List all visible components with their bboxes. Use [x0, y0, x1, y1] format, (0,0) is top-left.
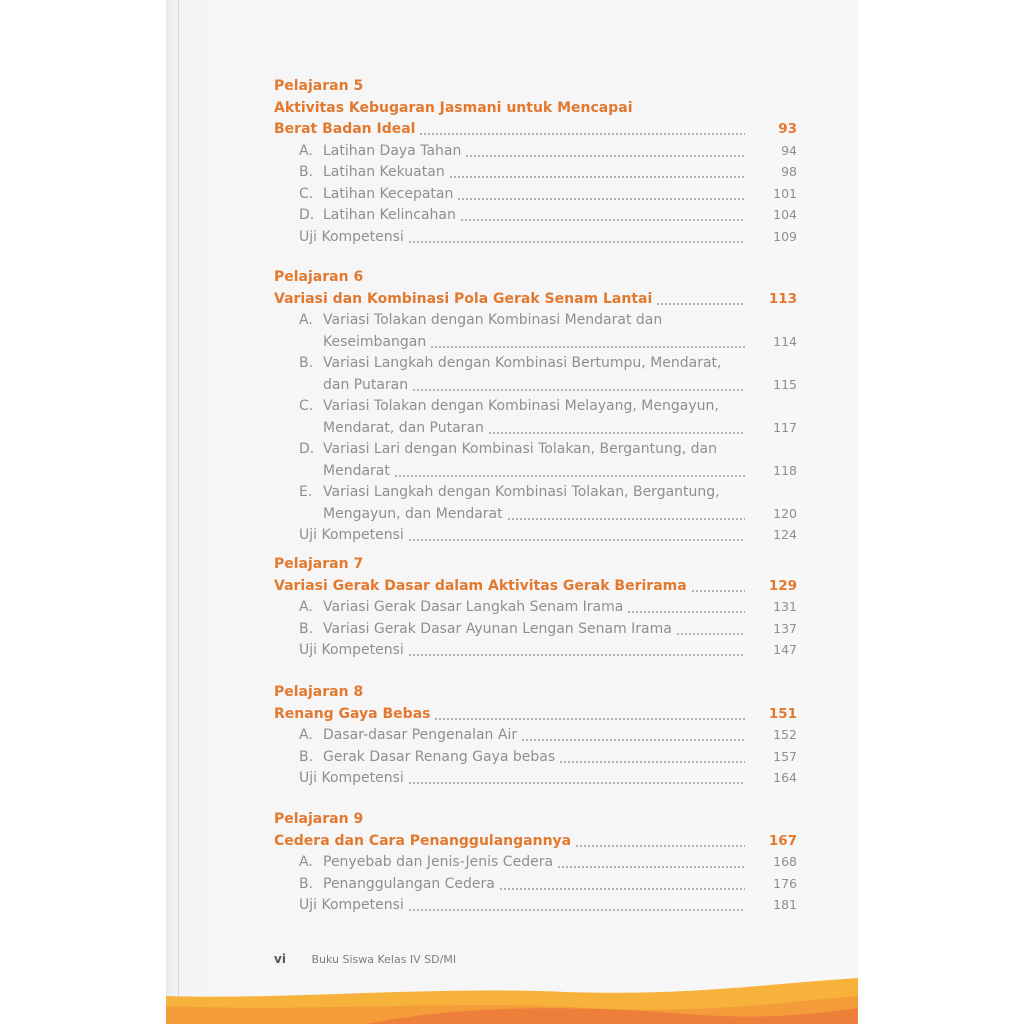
subitem-text: Uji Kompetensi	[299, 770, 404, 786]
dot-leader	[465, 155, 745, 157]
dot-leader	[434, 718, 745, 720]
toc-subitem-row[interactable]	[274, 310, 797, 330]
subitem-letter: C.	[299, 398, 314, 414]
dot-leader	[460, 219, 745, 221]
lesson-page-number: 93	[778, 121, 797, 137]
dot-leader	[408, 782, 745, 784]
subitem-page-number: 157	[773, 748, 797, 764]
subitem-text: Uji Kompetensi	[299, 897, 404, 913]
dot-leader	[575, 845, 745, 847]
subitem-letter: B.	[299, 355, 314, 371]
toc-subitem-row[interactable]	[274, 332, 797, 352]
lesson-label	[274, 267, 797, 287]
lesson-title-text: Cedera dan Cara Penanggulangannya	[274, 832, 572, 849]
subitem-page-number: 124	[773, 527, 797, 542]
subitem-text: dan Putaran	[323, 376, 409, 393]
subitem-text: Variasi Gerak Dasar Ayunan Lengan Senam Irama	[323, 620, 672, 637]
subitem-page-number: 152	[773, 727, 797, 742]
dot-leader	[419, 133, 745, 135]
subitem-text: Keseimbangan	[323, 333, 427, 350]
subitem-page-number: 101	[773, 185, 797, 201]
uji-kompetensi-row[interactable]	[274, 768, 797, 788]
subitem-text: Mengayun, dan Mendarat	[323, 505, 503, 522]
lesson-title-text: Renang Gaya Bebas	[274, 705, 431, 722]
subitem-text: Uji Kompetensi	[299, 642, 404, 658]
lesson-label	[274, 682, 797, 702]
subitem-text: Variasi Langkah dengan Kombinasi Tolakan, Bergantung,	[323, 484, 720, 500]
lesson-label-text: Pelajaran 9	[274, 811, 364, 827]
subitem-letter: E.	[299, 484, 313, 500]
lesson-page-number: 113	[768, 290, 797, 307]
subitem-page-number: 94	[781, 142, 797, 158]
toc-subitem-row[interactable]	[274, 725, 797, 745]
dot-leader	[557, 866, 745, 868]
subitem-page-number: 137	[773, 620, 797, 636]
lesson-title-row[interactable]	[274, 831, 797, 851]
dot-leader	[449, 176, 745, 178]
toc-subitem-row[interactable]	[274, 184, 797, 204]
toc-subitem-row[interactable]	[274, 396, 797, 416]
subitem-text: Gerak Dasar Renang Gaya bebas	[323, 748, 556, 765]
lesson-title-row[interactable]	[274, 119, 797, 139]
toc-subitem-row[interactable]	[274, 874, 797, 894]
toc-subitem-row[interactable]	[274, 439, 797, 459]
subitem-letter: A.	[299, 142, 313, 159]
subitem-letter: B.	[299, 875, 314, 892]
subitem-page-number: 120	[773, 505, 797, 521]
subitem-text: Latihan Daya Tahan	[323, 142, 462, 159]
toc-subitem-row[interactable]	[274, 162, 797, 182]
footer-book-title: Buku Siswa Kelas IV SD/MI	[311, 953, 457, 966]
lesson-title-text: Berat Badan Ideal	[274, 121, 416, 137]
lesson-title-text: Variasi Gerak Dasar dalam Aktivitas Gerak Berirama	[274, 577, 687, 594]
subitem-text: Mendarat	[323, 462, 390, 479]
dot-leader	[394, 475, 745, 477]
subitem-text: Latihan Kecepatan	[323, 185, 454, 202]
dot-leader	[507, 518, 745, 520]
dot-leader	[408, 654, 745, 656]
subitem-page-number: 118	[773, 462, 797, 478]
subitem-text: Uji Kompetensi	[299, 527, 404, 543]
dot-leader	[408, 539, 745, 541]
subitem-text: Mendarat, dan Putaran	[323, 419, 484, 436]
subitem-page-number: 109	[773, 228, 797, 244]
subitem-text: Penanggulangan Cedera	[323, 875, 495, 892]
toc-subitem-row[interactable]	[274, 852, 797, 872]
lesson-page-number: 129	[768, 577, 797, 594]
subitem-text: Penyebab dan Jenis-Jenis Cedera	[323, 854, 554, 870]
dot-leader	[457, 198, 745, 200]
subitem-page-number: 117	[773, 419, 797, 435]
subitem-letter: B.	[299, 620, 314, 637]
dot-leader	[627, 611, 745, 613]
subitem-page-number: 181	[773, 897, 797, 912]
subitem-text: Dasar-dasar Pengenalan Air	[323, 727, 518, 743]
book-page	[166, 0, 858, 1024]
uji-kompetensi-row[interactable]	[274, 895, 797, 915]
lesson-title-row[interactable]	[274, 289, 797, 309]
page-fold-line	[178, 0, 179, 1024]
subitem-page-number: 104	[773, 207, 797, 222]
lesson-title-row[interactable]	[274, 98, 797, 118]
lesson-page-number: 167	[768, 832, 797, 849]
toc-subitem-row[interactable]	[274, 461, 797, 481]
subitem-text: Latihan Kekuatan	[323, 164, 445, 180]
subitem-letter: B.	[299, 164, 314, 180]
dot-leader	[408, 241, 745, 243]
lesson-label-text: Pelajaran 5	[274, 78, 364, 94]
uji-kompetensi-row[interactable]	[274, 525, 797, 545]
lesson-label	[274, 809, 797, 829]
dot-leader	[488, 432, 745, 434]
subitem-page-number: 131	[773, 599, 797, 614]
toc-subitem-row[interactable]	[274, 353, 797, 373]
lesson-label-text: Pelajaran 7	[274, 556, 364, 572]
toc-subitem-row[interactable]	[274, 504, 797, 524]
dot-leader	[408, 909, 745, 911]
dot-leader	[412, 389, 745, 391]
lesson-title-text: Variasi dan Kombinasi Pola Gerak Senam Lantai	[274, 290, 653, 307]
dot-leader	[676, 633, 745, 635]
subitem-page-number: 164	[773, 770, 797, 785]
subitem-text: Variasi Langkah dengan Kombinasi Bertumpu, Mendarat,	[323, 355, 722, 371]
toc-subitem-row[interactable]	[274, 205, 797, 225]
toc-subitem-row[interactable]	[274, 418, 797, 438]
lesson-title-row[interactable]	[274, 704, 797, 724]
subitem-page-number: 168	[773, 854, 797, 869]
dot-leader	[691, 590, 745, 592]
lesson-label	[274, 76, 797, 96]
lesson-label	[274, 554, 797, 574]
footer-wave-decoration	[166, 934, 858, 1024]
subitem-letter: D.	[299, 207, 315, 223]
toc-subitem-row[interactable]	[274, 619, 797, 639]
dot-leader	[656, 303, 745, 305]
subitem-text: Uji Kompetensi	[299, 228, 404, 245]
uji-kompetensi-row[interactable]	[274, 640, 797, 660]
dot-leader	[430, 346, 745, 348]
uji-kompetensi-row[interactable]	[274, 227, 797, 247]
lesson-page-number: 151	[768, 705, 797, 722]
subitem-page-number: 147	[773, 642, 797, 657]
lesson-label-text: Pelajaran 8	[274, 684, 364, 700]
toc-subitem-row[interactable]	[274, 597, 797, 617]
subitem-page-number: 98	[781, 164, 797, 179]
subitem-page-number: 115	[773, 376, 797, 392]
lesson-label-text: Pelajaran 6	[274, 269, 364, 285]
subitem-text: Variasi Tolakan dengan Kombinasi Melayang, Mengayun,	[323, 398, 719, 414]
toc-subitem-row[interactable]	[274, 141, 797, 161]
subitem-letter: A.	[299, 854, 313, 870]
subitem-page-number: 114	[773, 333, 797, 349]
subitem-text: Variasi Lari dengan Kombinasi Tolakan, Bergantung, dan	[323, 441, 717, 457]
dot-leader	[521, 739, 745, 741]
dot-leader	[499, 888, 745, 890]
lesson-title-row[interactable]	[274, 576, 797, 596]
subitem-letter: B.	[299, 748, 314, 765]
subitem-letter: C.	[299, 185, 314, 202]
subitem-letter: A.	[299, 312, 313, 328]
dot-leader	[559, 761, 745, 763]
subitem-letter: A.	[299, 599, 313, 615]
footer-page-number: vi	[274, 952, 286, 966]
subitem-letter: D.	[299, 441, 315, 457]
subitem-text: Latihan Kelincahan	[323, 207, 456, 223]
subitem-page-number: 176	[773, 875, 797, 891]
toc-subitem-row[interactable]	[274, 747, 797, 767]
subitem-text: Variasi Tolakan dengan Kombinasi Mendarat dan	[323, 312, 663, 328]
lesson-title-text: Aktivitas Kebugaran Jasmani untuk Mencapai	[274, 99, 633, 116]
toc-subitem-row[interactable]	[274, 482, 797, 502]
subitem-text: Variasi Gerak Dasar Langkah Senam Irama	[323, 599, 624, 615]
subitem-letter: A.	[299, 727, 313, 743]
toc-subitem-row[interactable]	[274, 375, 797, 395]
